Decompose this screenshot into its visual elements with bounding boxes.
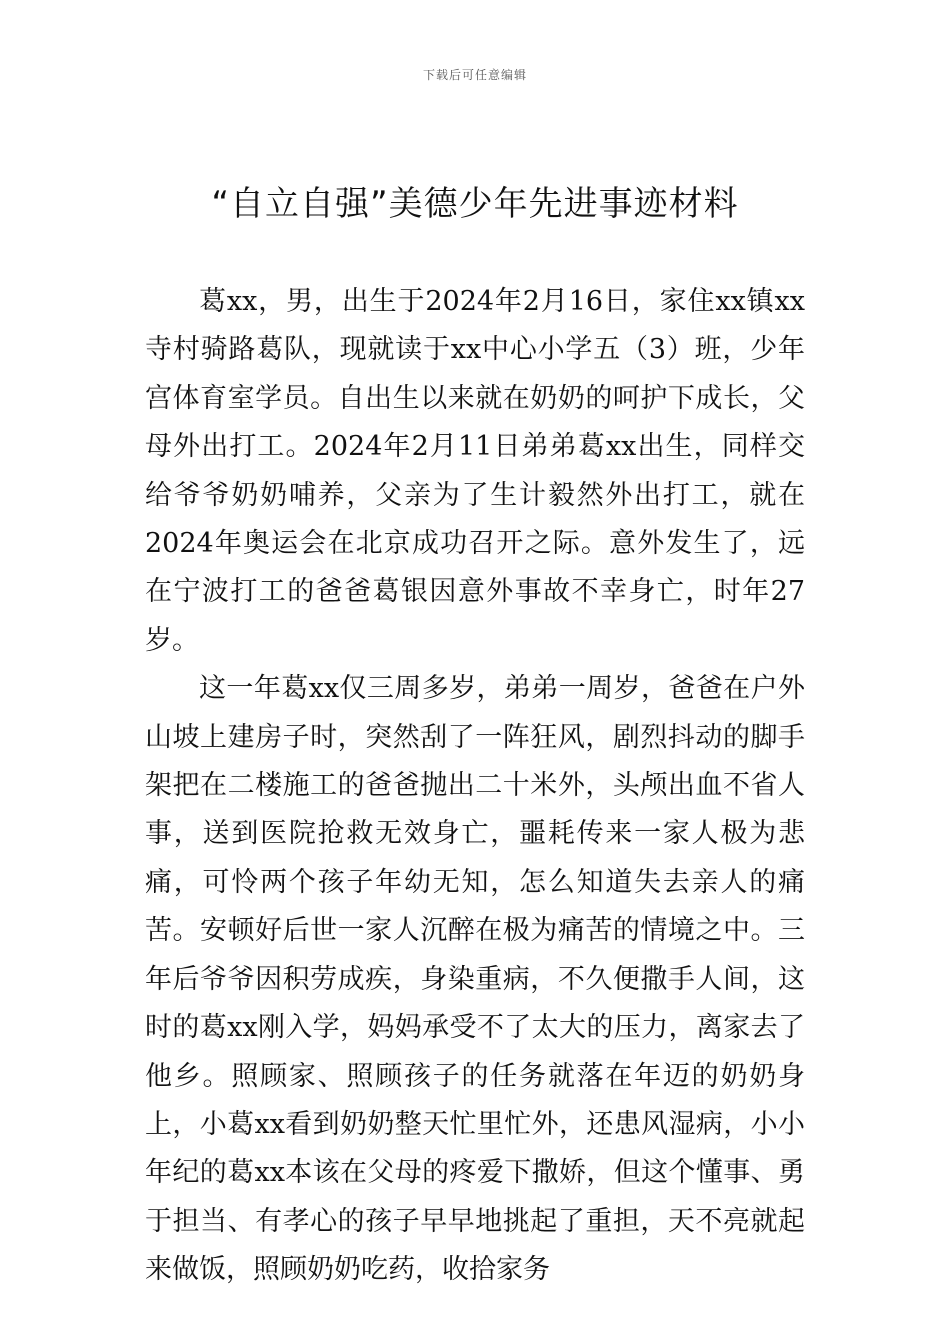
header-note: 下载后可任意编辑	[422, 68, 527, 82]
paragraph-2: 这一年葛xx仅三周多岁，弟弟一周岁，爸爸在户外山坡上建房子时，突然刮了一阵狂风，剧烈抖动的脚手架把在二楼施工的爸爸抛出二十米外，头颅出血不省人事，送到医院抢救无效身亡，噩耗传来一家人极为悲痛，可怜两个孩子年幼无知，怎么知道失去亲人的痛苦。安顿好后世一家人沉醉在极为痛苦的情境之中。三年后爷爷因积劳成疾，身染重病，不久便撒手人间，这时的葛xx刚入学，妈妈承受不了太大的压力，离家去了他乡。照顾家、照顾孩子的任务就落在年迈的奶奶身上，小葛xx看到奶奶整天忙里忙外，还患风湿病，小小年纪的葛xx本该在父母的疼爱下撒娇，但这个懂事、勇于担当、有孝心的孩子早早地挑起了重担，天不亮就起来做饭，照顾奶奶吃药，收拾家务	[145, 673, 805, 1286]
document-body	[145, 278, 805, 1295]
paragraph-1: 葛xx，男，出生于2024年2月16日，家住xx镇xx寺村骑路葛队，现就读于xx中心小学五（3）班，少年宫体育室学员。自出生以来就在奶奶的呵护下成长，父母外出打工。2024年2月11日弟弟葛xx出生，同样交给爷爷奶奶哺养，父亲为了生计毅然外出打工，就在2024年奥运会在北京成功召开之际。意外发生了，远在宁波打工的爸爸葛银因意外事故不幸身亡，时年27岁。	[145, 286, 805, 656]
document-title: “自立自强”美德少年先进事迹材料	[211, 184, 739, 224]
